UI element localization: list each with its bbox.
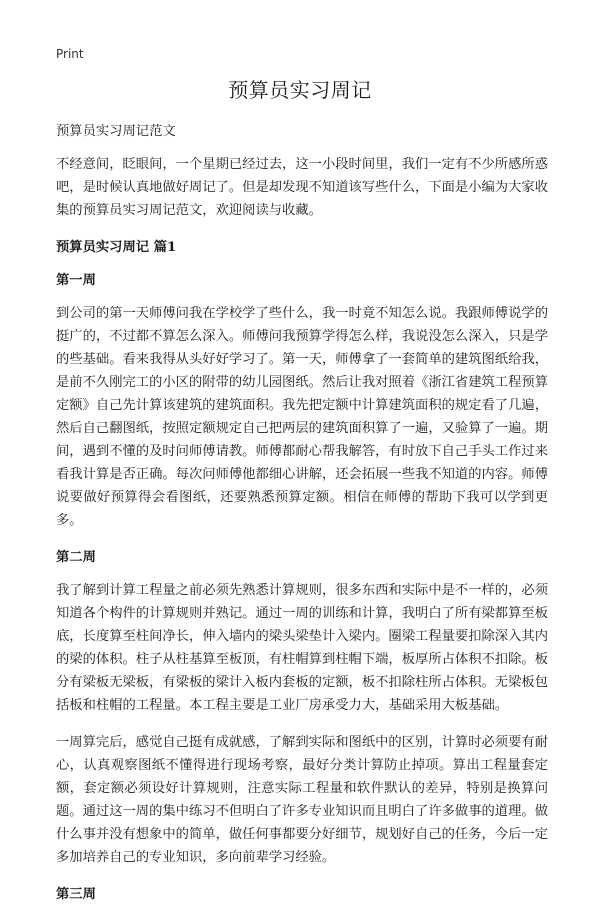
week-3-heading: 第三周	[56, 887, 96, 902]
week-1-heading: 第一周	[56, 273, 96, 288]
document-subtitle: 预算员实习周记范文	[56, 124, 176, 139]
intro-paragraph: 不经意间，眨眼间，一个星期已经过去，这一小段时间里，我们一定有不少所感所惑吧，是时候认真地做好周记了。但是却发现不知道该写些什么，下面是小编为大家收集的预算员实习周记范文，欢迎阅读与收藏。	[56, 157, 548, 218]
section-heading: 预算员实习周记 篇1	[56, 240, 177, 255]
week-2-heading: 第二周	[56, 550, 96, 565]
page-title: 预算员实习周记	[228, 78, 372, 102]
document-body	[56, 120, 548, 916]
print-link[interactable]: Print	[56, 47, 84, 61]
week-2-paragraph-1: 我了解到计算工程量之前必须先熟悉计算规则，很多东西和实际中是不一样的，必须知道各个构件的计算规则并熟记。通过一周的训练和计算，我明白了所有梁都算至板底，长度算至柱间净长，伸入墙内的梁头梁垫计入梁内。圈梁工程量要扣除深入其内的梁的体积。柱子从柱基算至板顶，有柱帽算到柱帽下端，板厚所占体积不扣除。板分有梁板无梁板，有梁板的梁计入板内套板的定额，板不扣除柱所占体积。无梁板包括板和柱帽的工程量。本工程主要是工业厂房承受力大，基础采用大板基础。	[56, 583, 548, 713]
week-2-paragraph-2: 一周算完后，感觉自己挺有成就感，了解到实际和图纸中的区别，计算时必须要有耐心，认真观察图纸不懂得进行现场考察，最好分类计算防止掉项。算出工程量套定额，套定额必须设好计算规则，注意实际工程量和软件默认的差异，特别是换算问题。通过这一周的集中练习不但明白了许多专业知识而且明白了许多做事的道理。做什么事并没有想象中的简单，做任何事都要分好细节，规划好自己的任务，今后一定多加培养自己的专业知识，多向前辈学习经验。	[56, 735, 548, 865]
week-1-paragraph-1: 到公司的第一天师傅问我在学校学了些什么，我一时竟不知怎么说。我跟师傅说学的挺广的，不过都不算怎么深入。师傅问我预算学得怎么样，我说没怎么深入，只是学的些基础。看来我得从头好好学习了。第一天，师傅拿了一套简单的建筑图纸给我，是前不久刚完工的小区的附带的幼儿园图纸。然后让我对照着《浙江省建筑工程预算定额》自己先计算该建筑的建筑面积。我先把定额中计算建筑面积的规定看了几遍，然后自己翻图纸，按照定额规定自己把两层的建筑面积算了一遍，又验算了一遍。期间，遇到不懂的及时问师傅请教。师傅都耐心帮我解答，有时放下自己手头工作过来看我计算是否正确。每次问师傅他都细心讲解，还会拓展一些我不知道的内容。师傅说要做好预算得会看图纸，还要熟悉预算定额。相信在师傅的帮助下我可以学到更多。	[56, 306, 548, 528]
